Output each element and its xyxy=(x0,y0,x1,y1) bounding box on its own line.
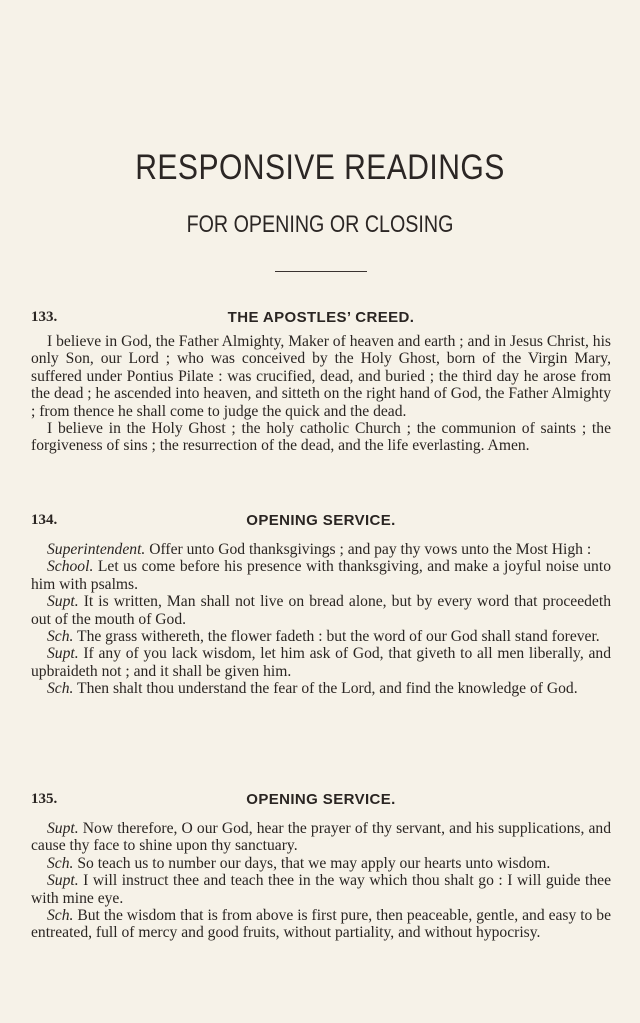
speaker-label: Supt. xyxy=(47,820,79,837)
section-number: 133. xyxy=(31,309,58,325)
speaker-label: Sch. xyxy=(47,854,74,872)
response-line xyxy=(31,645,611,680)
section-number: 135. xyxy=(31,791,58,807)
response-line xyxy=(31,558,611,593)
section-title: THE APOSTLES’ CREED. xyxy=(227,309,415,326)
title-divider xyxy=(275,271,367,272)
response-text: The grass withereth, the flower fadeth : but the word of our God shall stand forever. xyxy=(73,628,600,646)
response-line xyxy=(31,628,611,645)
response-line xyxy=(31,855,611,872)
section-heading-133 xyxy=(31,309,611,329)
response-text: It is written, Man shall not live on bread alone, but by every word that proceedeth out of the mouth of God. xyxy=(31,593,611,628)
section-body-135 xyxy=(31,820,611,942)
response-text: Let us come before his presence with thanksgiving, and make a joyful noise unto him with psalms. xyxy=(31,558,611,593)
speaker-label: School. xyxy=(47,558,94,576)
speaker-label: Supt. xyxy=(47,645,79,663)
section-title: OPENING SERVICE. xyxy=(246,791,396,808)
section-title: OPENING SERVICE. xyxy=(246,512,396,529)
response-text: Now therefore, O our God, hear the prayer of thy servant, and his supplications, and cause thy face to shine upon thy sanctuary. xyxy=(31,820,611,855)
speaker-label: Superintendent. xyxy=(47,541,146,558)
response-line xyxy=(31,872,611,907)
response-line xyxy=(31,820,611,855)
section-body-134 xyxy=(31,541,611,698)
section-heading-134 xyxy=(31,512,611,532)
creed-paragraph: I believe in the Holy Ghost ; the holy catholic Church ; the communion of saints ; the forgiveness of sins ; the resurrection of the dead, and the life everlasting. Amen. xyxy=(31,420,611,455)
page-subtitle: FOR OPENING OR CLOSING xyxy=(186,211,454,238)
speaker-label: Supt. xyxy=(47,872,79,890)
response-text: Offer unto God thanksgivings ; and pay thy vows unto the Most High : xyxy=(145,541,592,558)
section-body-133 xyxy=(31,333,611,455)
response-text: If any of you lack wisdom, let him ask of God, that giveth to all men liberally, and upbraideth not ; and it shall be given him. xyxy=(31,645,611,680)
speaker-label: Supt. xyxy=(47,593,79,611)
response-text: But the wisdom that is from above is first pure, then peaceable, gentle, and easy to be entreated, full of mercy and good fruits, without partiality, and without hypocrisy. xyxy=(31,907,611,942)
page-title: RESPONSIVE READINGS xyxy=(135,148,505,187)
section-heading-135 xyxy=(31,791,611,811)
response-line xyxy=(31,907,611,942)
response-text: So teach us to number our days, that we may apply our hearts unto wisdom. xyxy=(73,854,551,872)
response-line xyxy=(31,593,611,628)
creed-paragraph: I believe in God, the Father Almighty, Maker of heaven and earth ; and in Jesus Christ, his only Son, our Lord ; who was conceived by the Holy Ghost, born of the Virgin Mary, suffered under Pontius Pilate : was crucified, dead, and buried ; the third day he arose from the dead ; he ascended into heaven, and sitteth on the right hand of God, the Father Almighty ; from thence he shall come to judge the quick and the dead. xyxy=(31,333,611,420)
speaker-label: Sch. xyxy=(47,907,74,925)
section-number: 134. xyxy=(31,512,58,528)
response-line xyxy=(31,680,611,697)
response-text: Then shalt thou understand the fear of the Lord, and find the knowledge of God. xyxy=(73,680,578,698)
speaker-label: Sch. xyxy=(47,628,74,646)
response-line xyxy=(31,541,611,558)
response-text: I will instruct thee and teach thee in the way which thou shalt go : I will guide thee with mine eye. xyxy=(31,872,611,907)
speaker-label: Sch. xyxy=(47,680,74,698)
